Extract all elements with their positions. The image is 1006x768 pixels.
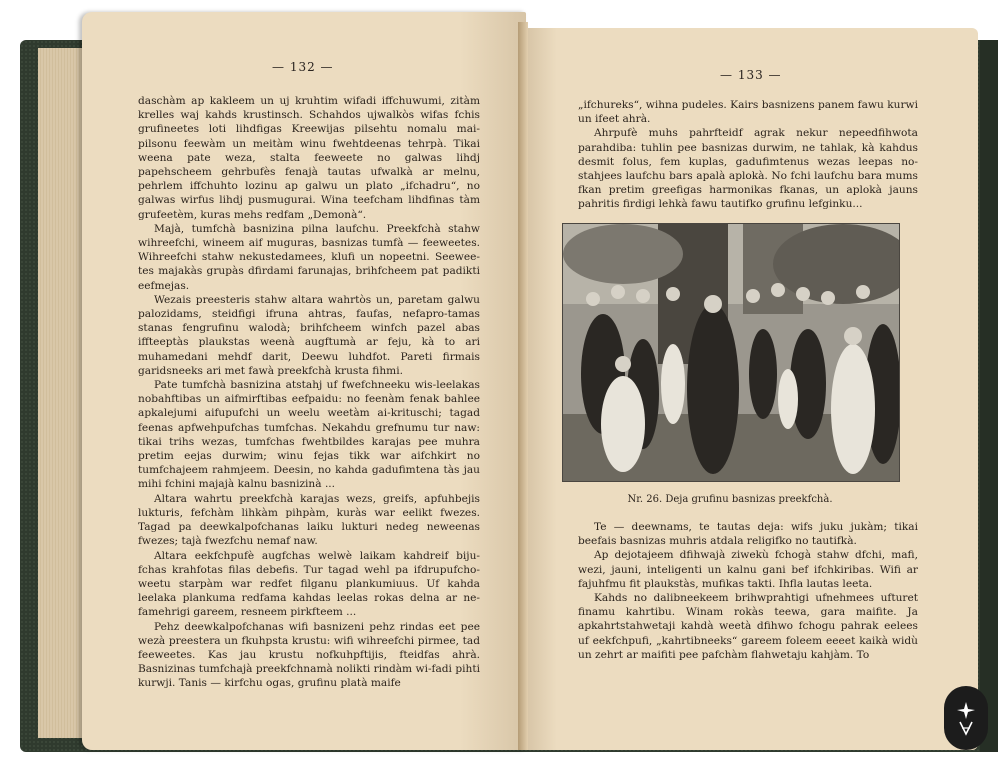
left-page-text bbox=[138, 94, 480, 691]
book-cover-edge bbox=[980, 40, 998, 752]
photo-caption: Nr. 26. Deja grufinu basnizas preekfchà. bbox=[627, 494, 833, 505]
paragraph: daschàm ap kakleem un uj kruhtim wifadi iffchuwumi, zitàm krelles waj kahds krustinsch. Schahdos ujwalkòs wifas fchis grufineetes loti lihdfigas Kreewijas pilsehtu nomalu mai-pilsonu feewàm un meitàm winu fwehtdeenas tehrpà. Tikai weena pate weza, stalta feeweete no galwas lihdj papehscheem gehrbufès fenajà tautas ufwalkà ar melnu, pehrlem iffchuhto lozinu ap galwu un plato „ifchadru“, no galwas wirfus lihdj pusmugurai. Wina teefcham lihdfinas tàm grufeetèm, kuras mehs redfam „Demonà“. bbox=[138, 95, 480, 221]
right-page-text-bottom bbox=[578, 520, 918, 662]
church-dance-photo bbox=[562, 223, 900, 482]
paragraph: „ifchureks“, wihna pudeles. Kairs basnizens panem fawu kurwi un ifeet ahrà. bbox=[578, 99, 918, 126]
paragraph: Altara wahrtu preekfchà karajas wezs, greifs, apfuhbejis lukturis, fefchàm lihkàm pihpàm, kuràs war eelikt fwezes. Tagad pa deewkalpofchanas laiku lukturi nedeg neweenas fwezes; tajà fwezfchu nemaf naw. bbox=[138, 492, 480, 548]
paragraph: Altara eekfchpufè augfchas welwè laikam kahdreif biju-fchas krahfotas filas debefis. Tur tagad wehl pa ifdrupufcho-weetu starpàm war redfet filganu plankumiuus. Uf kahda leelaka plankuma redfama kahdas leelas rokas delna ar ne-famehrigi gareem, resneem pirkfteem ... bbox=[138, 549, 480, 619]
left-page-number: — 132 — bbox=[272, 60, 334, 74]
right-page-number: — 133 — bbox=[720, 68, 782, 82]
paragraph: Wezais preesteris stahw altara wahrtòs un, paretam galwu palozidams, steidfigi ifruna ahtras, faufas, nefapro-tamas stanas fengrufinu walodà; brihfcheem winfch pazel abas iffteeptàs plaukstas weenà augftumà ar feju, kà to ari muhamedani mehdf darit, Deewu luhdfot. Pareti firmais garidsneeks ari met fawà preekfchà krusta fihmi. bbox=[138, 293, 480, 377]
paragraph: Pehz deewkalpofchanas wifi basnizeni pehz rindas eet pee wezà preestera un fkuhpsta krustu: wifi wihreefchi pirmee, tad feeweetes. Kas jau krustu nofkuhpftijis, fteidfas ahrà. Basnizinas tumfchajà preekfchnamà nolikti rindàm wi-fadi pihti kurwji. Tanis — kirfchu ogas, grufinu platà maife bbox=[138, 620, 480, 690]
paragraph: Ahrpufè muhs pahrfteidf agrak nekur nepeedfihwota parahdiba: tuhlin pee basnizas durwim, ne tahlak, kà kahdus desmit folus, fem kuplas, gadufimtenus wezas leepas no-stahjees laufchu bars apalà aplokà. No fchi laufchu bara mums fkan pretim greefigas harmonikas fkanas, un aplokà jauns pahritis firdigi lehkà fawu tautifko grufinu lefginku... bbox=[578, 127, 918, 211]
watermark-logo-icon bbox=[944, 686, 988, 750]
paragraph: Pate tumfchà basnizina atstahj uf fwefchneeku wis-leelakas nobahftibas un aifmirftibas eefpaidu: no feenàm fenak bahlee apkalejumi aifupufchi un weelu weetàm ai-krituschi; tagad feenas apfwehpufchas tumfchas. Nekahdu grefnumu tur naw: tikai trihs wezas, tumfchas fwehtbildes karajas pee muhra pretim eejas durwim; winu fejas tikk war aifchkirt no tumfchajeem rahmjeem. Deesin, no kahda gadufimtena tàs jau mihi fchini majajà kalnu basnizinà ... bbox=[138, 379, 480, 491]
paragraph: Ap dejotajeem dfihwajà ziwekù fchogà stahw dfchi, mafi, wezi, jauni, inteligenti un kalnu gani bef ifchkiribas. Wifi ar fajuhfmu fit plaukstàs, mufikas takti. Ihfla lautas leeta. bbox=[578, 549, 918, 590]
paragraph: Majà, tumfchà basnizina pilna laufchu. Preekfchà stahw wihreefchi, wineem aif muguras, basnizas tumfà — feeweetes. Wihreefchi stahw nekustedamees, klufi un nopeetni. Seewee-tes majakàs grupàs dfirdami farunajas, brihfcheem pat padikti eefmejas. bbox=[138, 222, 480, 292]
right-page-text-top bbox=[578, 98, 918, 212]
paragraph: Te — deewnams, te tautas deja: wifs juku jukàm; tikai beefais basnizas muhris atdala religifko no tautifkà. bbox=[578, 521, 918, 548]
book-gutter bbox=[518, 22, 528, 750]
paragraph: Kahds no dalibneekeem brihwprahtigi ufnehmees ufturet finamu kahrtibu. Winam rokàs teewa, gara maifite. Ja apkahrtstahwetaji kahdà weetà dfihwo fchogu pahrak eelees uf eekfchpufi, „kahrtibneeks“ gareem foleem eeeet kaikà widù un zehrt ar maifiti pee pafchàm flahwetaju kahjàm. To bbox=[578, 592, 918, 661]
